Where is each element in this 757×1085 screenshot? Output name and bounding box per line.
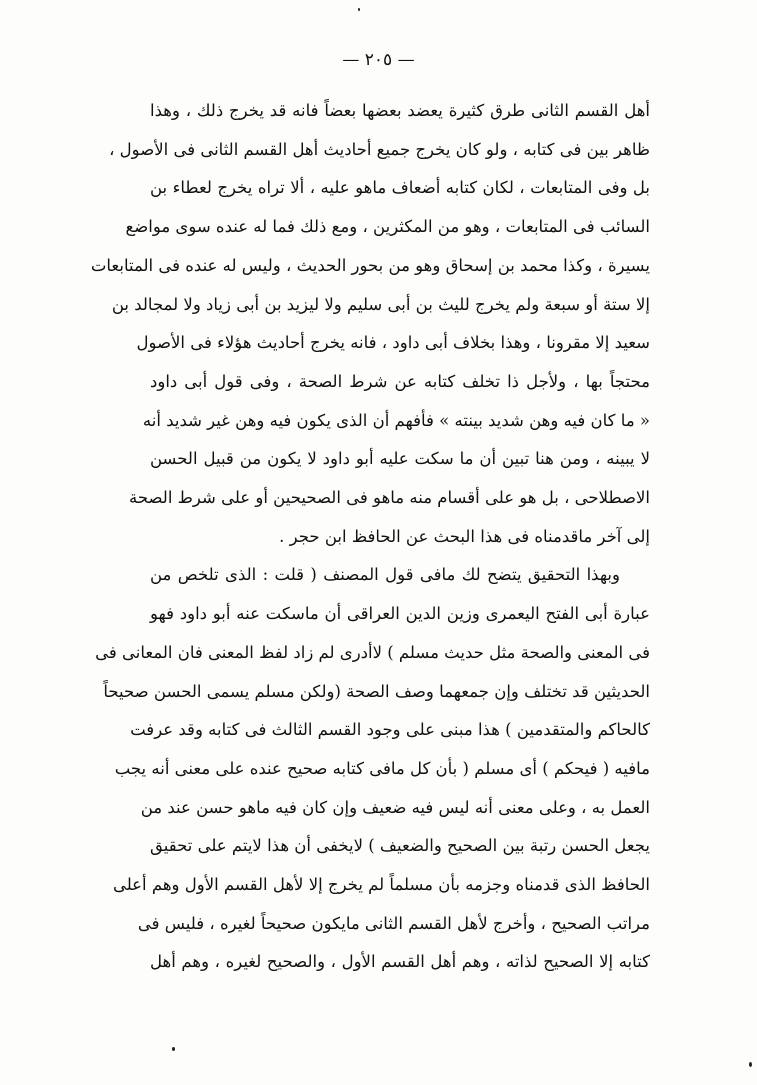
text-line: إلى آخر ماقدمناه فى هذا البحث عن الحافظ ابن حجر . — [279, 526, 650, 546]
paragraph-2 — [95, 556, 650, 982]
text-line: الحديثين قد تختلف وإن جمعهما وصف الصحة (ولكن مسلم يسمى الحسن صحيحاً — [103, 681, 650, 701]
text-line: محتجاً بها ، ولأجل ذا تخلف كتابه عن شرط الصحة ، وفى قول أبى داود — [150, 371, 650, 391]
text-line: يجعل الحسن رتبة بين الصحيح والضعيف ) لايخفى أن هذا لايتم على تحقيق — [150, 836, 650, 856]
page-number: — ٢٠٥ — — [342, 50, 415, 70]
text-line: لا يبينه ، ومن هنا تبين أن ما سكت عليه أبو داود لا يكون من قبيل الحسن — [150, 449, 650, 469]
text-line: ظاهر بين فى كتابه ، ولو كان يخرج جميع أحاديث أهل القسم الثانى فى الأصول ، — [109, 139, 650, 159]
text-line: سعيد إلا مقرونا ، وهذا بخلاف أبى داود ، فانه يخرج أحاديث هؤلاء فى الأصول — [136, 333, 650, 353]
scan-speck — [749, 1062, 752, 1067]
text-line: كالحاكم والمتقدمين ) هذا مبنى على وجود القسم الثالث فى كتابه وقد عرفت — [130, 720, 650, 740]
text-line: إلا ستة أو سبعة ولم يخرج لليث بن أبى سليم ولا ليزيد بن أبى زياد ولا لمجالد بن — [111, 294, 650, 314]
text-line: السائب فى المتابعات ، وهو من المكثرين ، ومع ذلك فما له عنده سوى مواضع — [125, 217, 650, 237]
text-line: مافيه ( فيحكم ) أى مسلم ( بأن كل مافى كتابه صحيح عنده على معنى أنه يجب — [114, 758, 650, 778]
main-text — [90, 92, 650, 982]
text-line: الحافظ الذى قدمناه وجزمه بأن مسلماً لم يخرج إلا لأهل القسم الأول وهم أعلى — [112, 875, 650, 895]
text-line: عبارة أبى الفتح اليعمرى وزين الدين العراقى أن ماسكت عنه أبو داود فهو — [150, 604, 650, 624]
scan-speck — [358, 8, 360, 11]
text-line: بل وفى المتابعات ، لكان كتابه أضعاف ماهو عليه ، ألا تراه يخرج لعطاء بن — [150, 178, 650, 198]
text-line: « ما كان فيه وهن شديد بينته » فأفهم أن الذى يكون فيه وهن غير شديد أنه — [142, 410, 650, 430]
text-line: فى المعنى والصحة مثل حديث مسلم ) لاأدرى لم زاد لفظ المعنى فان المعانى فى — [95, 642, 650, 662]
scan-speck — [172, 1047, 175, 1051]
text-line: مراتب الصحيح ، وأخرج لأهل القسم الثانى مايكون صحيحاً لغيره ، فليس فى — [137, 913, 650, 933]
text-line: الاصطلاحى ، بل هو على أقسام منه ماهو فى الصحيحين أو على شرط الصحة — [128, 488, 650, 508]
text-line: وبهذا التحقيق يتضح لك مافى قول المصنف ( قلت : الذى تلخص من — [150, 565, 620, 585]
text-line: العمل به ، وعلى معنى أنه ليس فيه ضعيف وإن كان فيه ماهو حسن عند من — [140, 797, 650, 817]
text-line: كتابه إلا الصحيح لذاته ، وهم أهل القسم الأول ، والصحيح لغيره ، وهم أهل — [150, 952, 650, 972]
paragraph-1 — [90, 92, 650, 556]
text-line: أهل القسم الثانى طرق كثيرة يعضد بعضها بعضاً فانه قد يخرج ذلك ، وهذا — [150, 101, 650, 120]
text-line: يسيرة ، وكذا محمد بن إسحاق وهو من بحور الحديث ، وليس له عنده فى المتابعات — [90, 255, 650, 275]
